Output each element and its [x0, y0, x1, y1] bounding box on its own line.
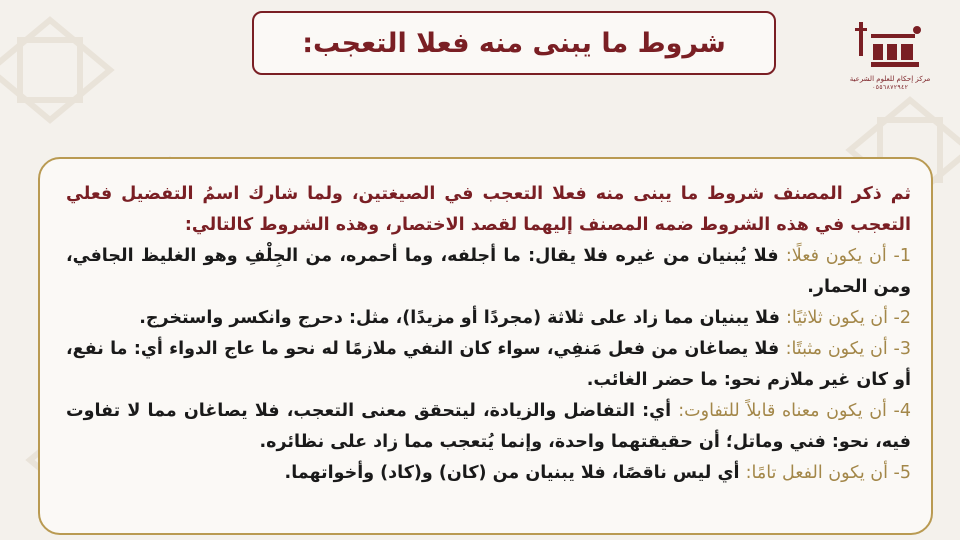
condition-body: أي: التفاضل والزيادة، ليتحقق معنى التعجب، فلا يصاغان مما لا تفاوت فيه، نحو: فني وماتل؛ أن حقيقتهما واحدة، وإنما يُتعجب مما زاد على نظائره.: [66, 401, 911, 452]
condition-5: [66, 458, 911, 489]
logo: [840, 20, 940, 98]
page-title: شروط ما يبنى منه فعلا التعجب:: [302, 27, 726, 59]
condition-3: [66, 334, 911, 396]
condition-1: [66, 241, 911, 303]
condition-head: 4- أن يكون معناه قابلاً للتفاوت:: [678, 401, 911, 421]
condition-body: فلا يصاغان من فعل مَنفِي، سواء كان النفي ملازمًا له نحو ما عاج الدواء أي: ما نفع، أو كان غير ملازم نحو: ما حضر الغائب.: [66, 339, 911, 390]
logo-number: ٠٥٥٦٨٧٢٩٤٢: [871, 84, 909, 91]
condition-head: 1- أن يكون فعلًا:: [785, 246, 911, 266]
condition-2: [66, 303, 911, 334]
condition-head: 3- أن يكون مثبتًا:: [785, 339, 911, 359]
condition-head: 2- أن يكون ثلاثيًا:: [786, 308, 911, 328]
logo-subtitle: مركز إحكام للعلوم الشرعية: [849, 75, 931, 83]
title-box: [252, 11, 776, 75]
intro-paragraph: ثم ذكر المصنف شروط ما يبنى منه فعلا التعجب في الصيغتين، ولما شارك اسمُ التفضيل فعلي التعجب في هذه الشروط ضمه المصنف إليهما لقصد الاختصار، وهذه الشروط كالتالي:: [66, 184, 911, 235]
condition-body: فلا يبنيان مما زاد على ثلاثة (مجردًا أو مزيدًا)، مثل: دحرج وانكسر واستخرج.: [139, 308, 787, 328]
content-text: [66, 179, 911, 489]
condition-4: [66, 396, 911, 458]
logo-mosque-icon: [853, 20, 927, 74]
condition-body: فلا يُبنيان من غيره فلا يقال: ما أجلفه، وما أحمره، من الجِلْفِ وهو الغليظ الجافي، ومن الحمار.: [66, 246, 911, 297]
condition-head: 5- أن يكون الفعل تامًا:: [745, 463, 911, 483]
condition-body: أي ليس ناقصًا، فلا يبنيان من (كان) و(كاد) وأخواتهما.: [284, 463, 746, 483]
content-box: [38, 157, 933, 535]
